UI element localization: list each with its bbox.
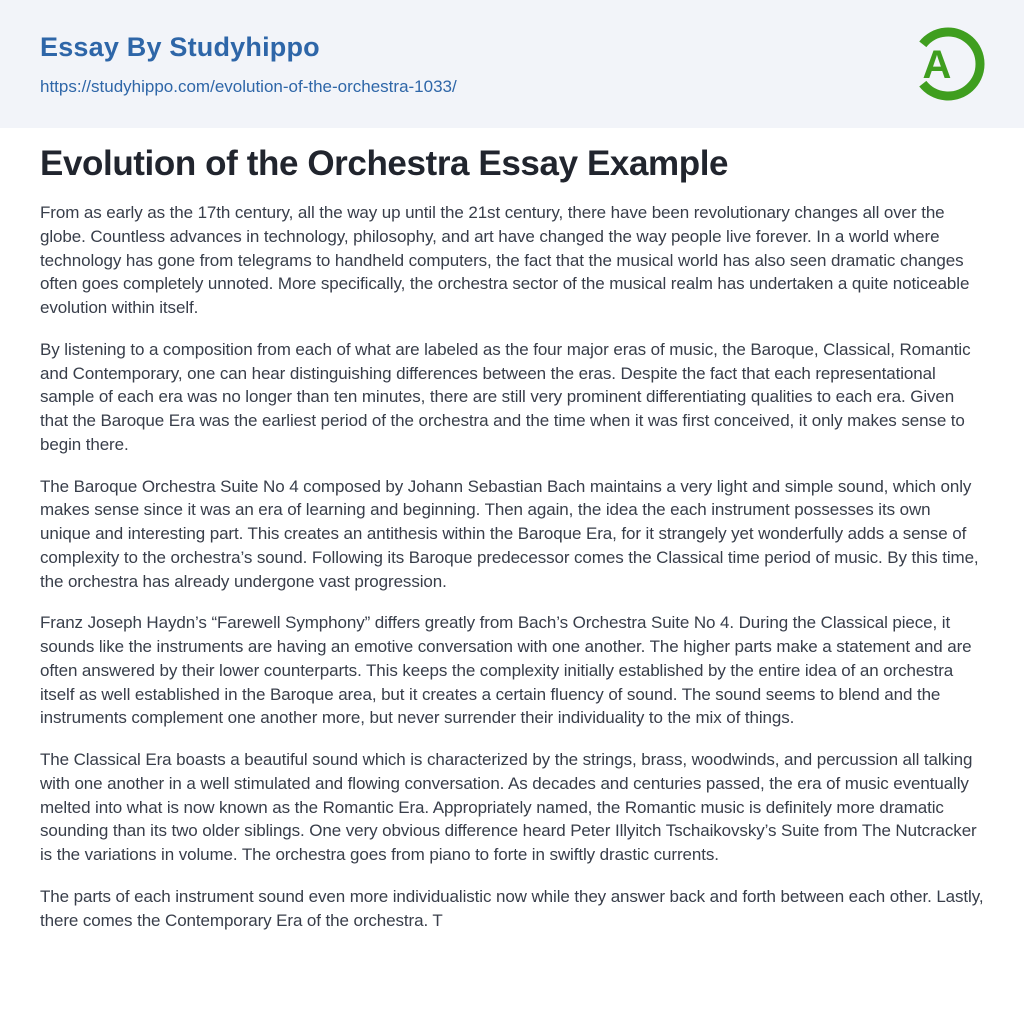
studyhippo-logo-icon <box>908 24 988 104</box>
page-url-link[interactable]: https://studyhippo.com/evolution-of-the-orchestra-1033/ <box>40 76 457 96</box>
article-title: Evolution of the Orchestra Essay Example <box>40 144 729 183</box>
essay-paragraph: The Classical Era boasts a beautiful sound which is characterized by the strings, brass, woodwinds, and percussion all talking with one another in a well stimulated and flowing conversation. As decades and centuries passed, the era of music eventually melted into what is now known as the Romantic Era. Appropriately named, the Romantic music is definitely more dramatic sounding than its two older siblings. One very obvious difference heard Peter Illyitch Tschaikovsky’s Suite from The Nutcracker is the variations in volume. The orchestra goes from piano to forte in swiftly drastic currents. <box>40 750 977 864</box>
essay-paragraph: Franz Joseph Haydn’s “Farewell Symphony” differs greatly from Bach’s Orchestra Suite No 4. During the Classical piece, it sounds like the instruments are having an emotive conversation with one another. The higher parts make a statement and are often answered by their lower counterparts. This keeps the complexity initially established by the entire idea of an orchestra itself as well established in the Baroque area, but it creates a certain fluency of sound. The sound seems to blend and the instruments complement one another more, but never surrender their individuality to the mix of things. <box>40 613 972 728</box>
site-title: Essay By Studyhippo <box>40 31 320 62</box>
essay-paragraph: From as early as the 17th century, all the way up until the 21st century, there have been revolutionary changes all over the globe. Countless advances in technology, philosophy, and art have changed the way people live forever. In a world where technology has gone from telegrams to handheld computers, the fact that the musical world has also seen dramatic changes often goes completely unnoted. More specifically, the orchestra sector of the musical realm has undertaken a quite noticeable evolution within itself. <box>40 203 970 317</box>
page-header <box>0 0 1024 128</box>
essay-paragraph: The parts of each instrument sound even more individualistic now while they answer back and forth between each other. Lastly, there comes the Contemporary Era of the orchestra. T <box>40 886 984 930</box>
essay-paragraph: The Baroque Orchestra Suite No 4 composed by Johann Sebastian Bach maintains a very light and simple sound, which only makes sense since it was an era of learning and beginning. Then again, the idea the each instrument possesses its own unique and interesting part. This creates an antithesis within the Baroque Era, for it strangely yet wonderfully adds a sense of complexity to the orchestra’s sound. Following its Baroque predecessor comes the Classical time period of music. By this time, the orchestra has already undergone vast progression. <box>40 476 979 591</box>
logo-letter: A <box>922 43 952 87</box>
essay-paragraph: By listening to a composition from each of what are labeled as the four major eras of music, the Baroque, Classical, Romantic and Contemporary, one can hear distinguishing differences between the eras. Despite the fact that each representational sample of each era was no longer than ten minutes, there are still very prominent differentiating qualities to each era. Given that the Baroque Era was the earliest period of the orchestra and the time when it was first conceived, it only makes sense to begin there. <box>40 339 971 454</box>
essay-body <box>40 201 984 932</box>
header-text-block <box>40 32 457 97</box>
essay-page <box>0 128 1024 932</box>
